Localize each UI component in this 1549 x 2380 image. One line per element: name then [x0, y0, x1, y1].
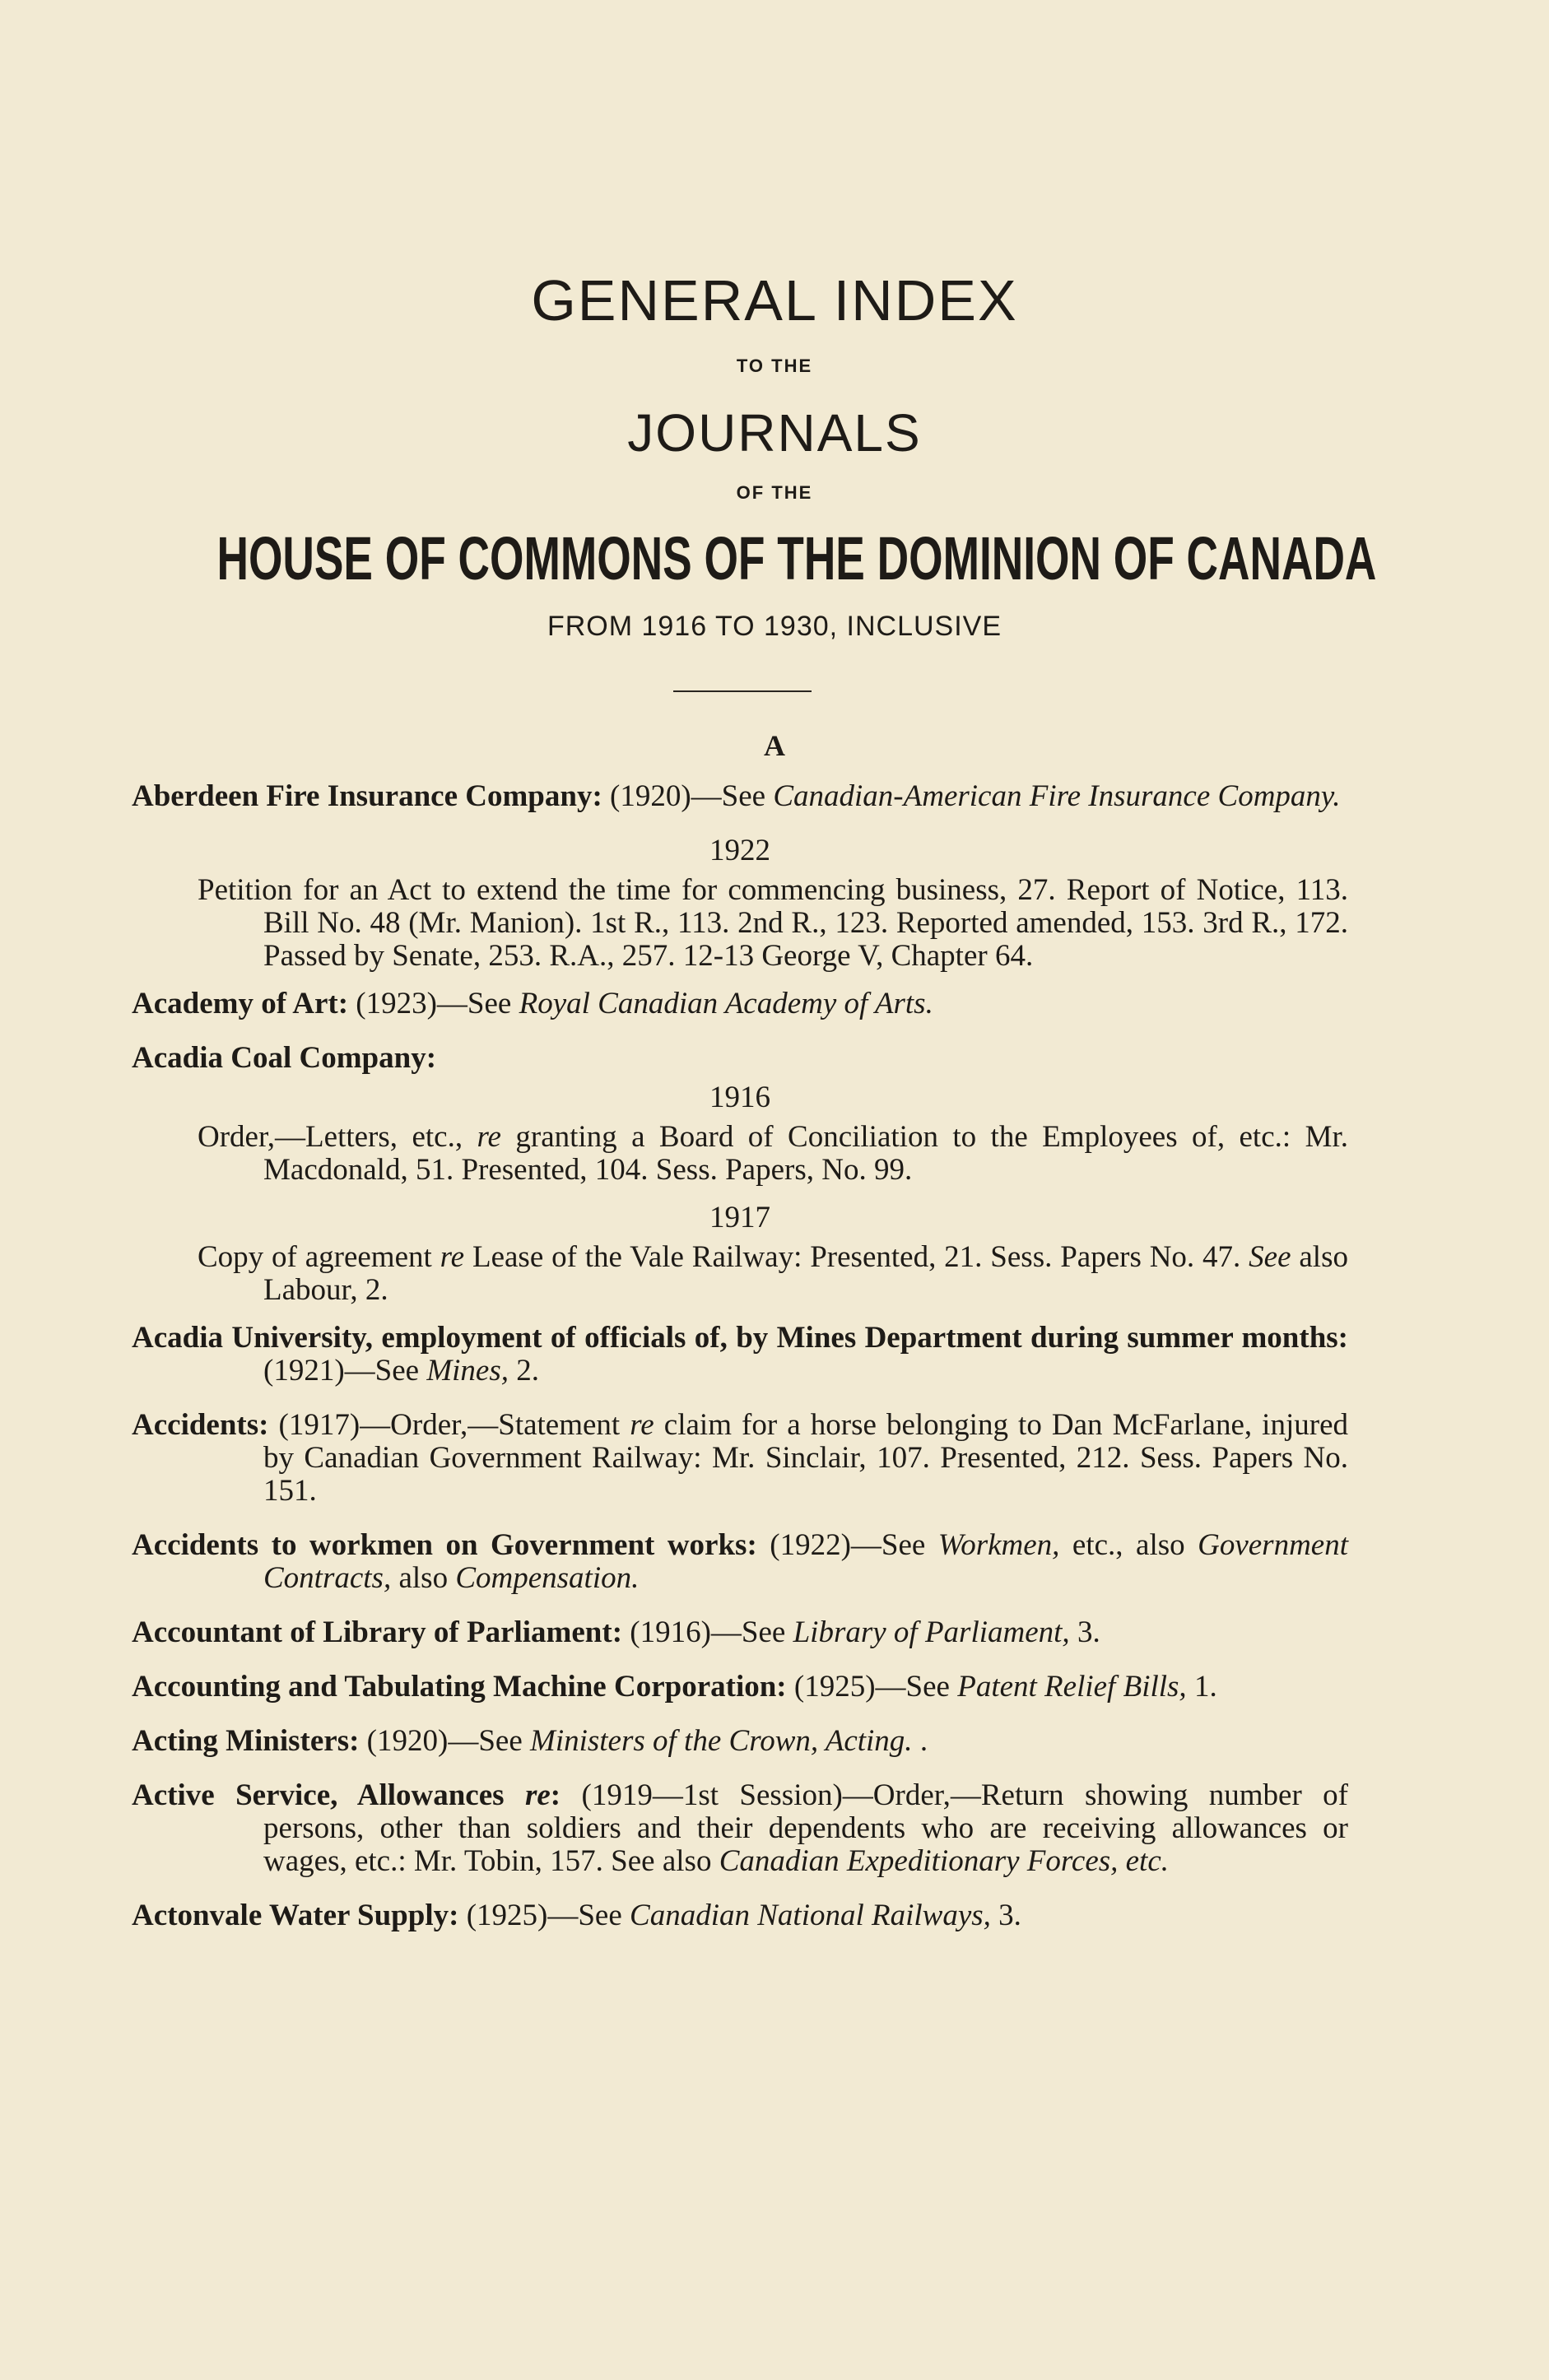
entry-ref: Canadian National Railways,	[630, 1899, 991, 1932]
year-heading: 1917	[709, 1201, 770, 1234]
entry-aberdeen	[132, 780, 1348, 813]
entry-re: re	[630, 1408, 654, 1442]
entry-text: (1920)—See	[359, 1724, 530, 1758]
subtext-re: re	[440, 1240, 465, 1274]
title-to-the: TO THE	[736, 356, 813, 376]
entry-ref: Ministers of the Crown, Acting.	[530, 1724, 913, 1758]
entry-subtext	[132, 1241, 1348, 1307]
entry-text: claim for a horse belonging to Dan McFarlane, injured by Canadian Government Railway: Mr. Sinclair, 107. Presented, 212. Sess. Papers No. 151.	[263, 1408, 1348, 1508]
entry-headword: Acadia University, employment of officials of, by Mines Department during summer months:	[132, 1321, 1348, 1355]
entry-ref: Royal Canadian Academy of Arts.	[519, 987, 933, 1020]
index-entries	[132, 780, 1348, 1954]
entry-academy-of-art	[132, 988, 1348, 1020]
entry-ref: Mines,	[426, 1354, 509, 1388]
title-divider	[673, 690, 812, 692]
entry-headword: Actonvale Water Supply:	[132, 1899, 459, 1932]
entry-tail: 3.	[990, 1899, 1021, 1932]
title-date-range: FROM 1916 TO 1930, INCLUSIVE	[547, 611, 1002, 642]
entry-tail: 3.	[1069, 1615, 1100, 1649]
entry-text: (1920)—See	[602, 779, 774, 813]
entry-text: (1922)—See	[756, 1528, 938, 1562]
title-general-index: GENERAL INDEX	[531, 268, 1018, 332]
entry-text: (1921)—See	[263, 1354, 427, 1388]
entry-text: (1917)—Order,—Statement	[268, 1408, 630, 1442]
entry-accounting-machine	[132, 1671, 1348, 1704]
entry-subtext	[132, 1121, 1348, 1187]
entry-text: (1925)—See	[458, 1899, 630, 1932]
entry-tail: 1.	[1186, 1670, 1217, 1704]
entry-ref: Compensation.	[455, 1561, 640, 1595]
year-heading: 1922	[709, 834, 770, 867]
entry-accidents	[132, 1409, 1348, 1508]
entry-text: (1923)—See	[348, 987, 519, 1020]
section-letter: A	[764, 729, 785, 762]
entry-headword-colon: :	[550, 1778, 561, 1812]
entry-headword: Acting Ministers:	[132, 1724, 360, 1758]
entry-headword: Accidents to workmen on Government works:	[132, 1528, 757, 1562]
entry-ref: Patent Relief Bills,	[957, 1670, 1187, 1704]
entry-headword: Accounting and Tabulating Machine Corporation:	[132, 1670, 787, 1704]
subtext-part: Lease of the Vale Railway: Presented, 21. Sess. Papers No. 47.	[464, 1240, 1249, 1274]
entry-ref: Library of Parliament,	[793, 1615, 1070, 1649]
entry-ref: Government Contracts,	[263, 1528, 1348, 1595]
entry-text: (1925)—See	[786, 1670, 958, 1704]
entry-tail: .	[912, 1724, 928, 1758]
subtext-part: Order,—Letters, etc.,	[198, 1120, 477, 1154]
title-of-the: OF THE	[736, 482, 813, 503]
entry-headword: Accidents:	[132, 1408, 269, 1442]
entry-tail: 2.	[509, 1354, 540, 1388]
entry-acadia-university	[132, 1322, 1348, 1388]
year-heading: 1916	[709, 1081, 770, 1114]
entry-headword-re: re	[524, 1778, 551, 1812]
subtext-part: Copy of agreement	[198, 1240, 440, 1274]
entry-headword: Active Service, Allowances	[132, 1778, 525, 1812]
entry-accidents-workmen	[132, 1529, 1348, 1595]
entry-headword: Accountant of Library of Parliament:	[132, 1615, 623, 1649]
entry-actonvale	[132, 1899, 1348, 1932]
entry-acting-ministers	[132, 1725, 1348, 1758]
subtext-see: See	[1249, 1240, 1291, 1274]
entry-headword: Acadia Coal Company:	[132, 1041, 437, 1075]
entry-ref: Canadian Expeditionary Forces, etc.	[719, 1844, 1170, 1878]
entry-headword: Academy of Art:	[132, 987, 349, 1020]
entry-accountant-library	[132, 1616, 1348, 1649]
subtext-part: granting a Board of Conciliation to the Employees of, etc.: Mr. Macdonald, 51. Presented, 104. Sess. Papers, No. 99.	[263, 1120, 1348, 1187]
entry-text: (1916)—See	[622, 1615, 793, 1649]
entry-ref: Canadian-American Fire Insurance Company.	[773, 779, 1341, 813]
entry-headword: Aberdeen Fire Insurance Company:	[132, 779, 602, 813]
entry-subtext: Petition for an Act to extend the time for commencing business, 27. Report of Notice, 113. Bill No. 48 (Mr. Manion). 1st R., 113. 2nd R., 123. Reported amended, 153. 3rd R., 172. Passed by Senate, 253. R.A., 257. 12-13 George V, Chapter 64.	[198, 873, 1348, 973]
subtext-re: re	[477, 1120, 501, 1154]
subtext-part: also Labour, 2.	[263, 1240, 1348, 1307]
entry-text: etc., also	[1059, 1528, 1198, 1562]
entry-text: also	[391, 1561, 456, 1595]
entry-active-service	[132, 1779, 1348, 1878]
entry-text: (1919—1st Session)—Order,—Return showing number of persons, other than soldiers and their dependents who are receiving allowances or wages, etc.: Mr. Tobin, 157. See also	[263, 1778, 1348, 1878]
entry-acadia-coal	[132, 1042, 1348, 1075]
title-journals: JOURNALS	[627, 403, 922, 463]
entry-ref: Workmen,	[937, 1528, 1060, 1562]
title-house-of-commons: HOUSE OF COMMONS OF THE DOMINION OF CANADA	[216, 524, 1377, 593]
